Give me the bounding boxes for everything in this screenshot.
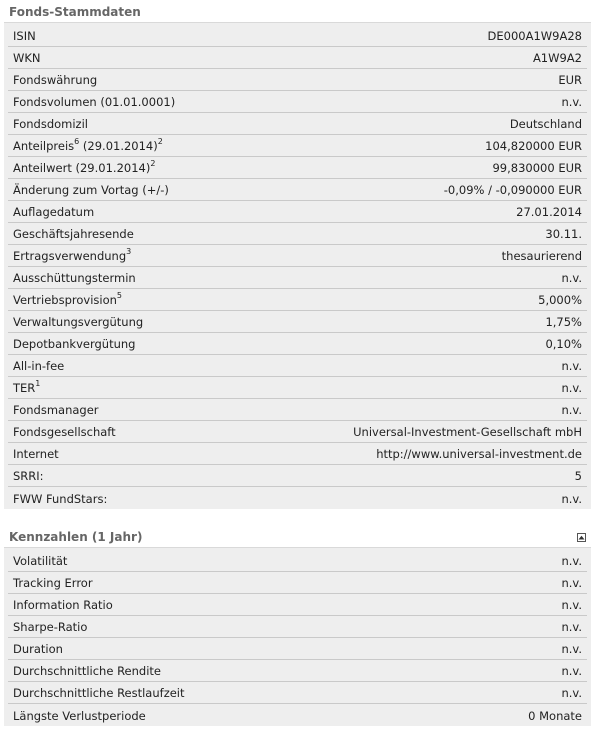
- footnote-marker: 1: [35, 379, 41, 389]
- row-value: A1W9A2: [532, 51, 582, 65]
- row-label: [13, 183, 169, 197]
- row-label-text: Fondsvolumen (01.01.0001): [13, 95, 176, 109]
- row-label-text: Änderung zum Vortag (+/-): [13, 183, 169, 197]
- row-value: 30.11.: [545, 227, 582, 241]
- kennzahlen-panel: [4, 527, 591, 727]
- row-label: [13, 403, 99, 417]
- table-row: [8, 312, 587, 333]
- row-value: n.v.: [561, 403, 582, 417]
- row-label: [13, 227, 134, 241]
- table-row: [8, 246, 587, 267]
- row-label-text: FWW FundStars:: [13, 491, 108, 506]
- row-value: Universal-Investment-Gesellschaft mbH: [353, 425, 582, 439]
- row-label: [13, 271, 136, 285]
- row-label: [13, 315, 143, 329]
- row-label: [13, 447, 59, 461]
- row-value[interactable]: http://www.universal-investment.de: [376, 447, 582, 461]
- row-label: [13, 95, 175, 109]
- table-row: [8, 48, 587, 69]
- table-row: [8, 705, 587, 726]
- table-row: [8, 683, 587, 704]
- row-label: [13, 161, 155, 175]
- table-row: [8, 378, 587, 399]
- row-value: n.v.: [561, 359, 582, 373]
- table-row: [8, 268, 587, 289]
- row-label: Durchschnittliche Restlaufzeit: [13, 686, 185, 700]
- row-label-text: WKN: [13, 51, 41, 65]
- row-label: [13, 73, 97, 87]
- table-row: [8, 92, 587, 113]
- row-label-text: Internet: [13, 447, 59, 461]
- footnote-marker: 2: [150, 159, 156, 169]
- row-label-text: All-in-fee: [13, 359, 65, 373]
- row-value: 0,10%: [545, 337, 582, 351]
- row-label: Tracking Error: [13, 576, 93, 590]
- row-value: EUR: [558, 73, 582, 87]
- row-label: Sharpe-Ratio: [13, 620, 88, 634]
- row-label-text: Geschäftsjahresende: [13, 227, 134, 241]
- row-label-text: Fondsdomizil: [13, 117, 88, 131]
- table-row: [8, 180, 587, 201]
- row-label: [13, 139, 163, 153]
- row-value: n.v.: [561, 271, 582, 285]
- footnote-marker: 5: [116, 291, 122, 301]
- row-label-text: SRRI:: [13, 469, 44, 483]
- row-label: [13, 492, 107, 506]
- row-label: [13, 249, 131, 263]
- row-label-text: Verwaltungsvergütung: [13, 315, 144, 329]
- row-label: Information Ratio: [13, 598, 113, 612]
- row-label-text: Depotbankvergütung: [13, 337, 136, 351]
- footnote-marker: 3: [126, 247, 132, 257]
- row-label: [13, 51, 41, 65]
- row-label-text: Fondsmanager: [13, 403, 99, 417]
- row-label-text: Auflagedatum: [13, 205, 95, 219]
- row-label: Duration: [13, 642, 63, 656]
- table-row: [8, 422, 587, 443]
- row-label-text: Ausschüttungstermin: [13, 271, 136, 285]
- row-value: n.v.: [561, 95, 582, 109]
- row-value: 5: [574, 469, 582, 483]
- table-row: [8, 661, 587, 682]
- row-value: n.v.: [561, 642, 582, 656]
- table-row: [8, 334, 587, 355]
- table-row: [8, 114, 587, 135]
- table-row: [8, 573, 587, 594]
- row-label: [13, 469, 44, 483]
- row-label-text: Fondswährung: [13, 73, 98, 87]
- table-row: [8, 488, 587, 509]
- table-row: [8, 26, 587, 47]
- footnote-marker: 2: [157, 137, 163, 147]
- table-row: [8, 639, 587, 660]
- row-value: thesaurierend: [501, 249, 582, 263]
- row-label: [13, 381, 40, 395]
- row-label-text: Vertriebsprovision: [13, 293, 117, 307]
- stammdaten-title: Fonds-Stammdaten: [9, 5, 141, 19]
- row-value: n.v.: [561, 381, 582, 395]
- row-value: 5,000%: [538, 293, 582, 307]
- table-row: [8, 70, 587, 91]
- row-label: [13, 293, 122, 307]
- row-label-text: Anteilpreis: [13, 139, 75, 153]
- row-label: Durchschnittliche Rendite: [13, 664, 161, 678]
- row-label: Volatilität: [13, 554, 68, 568]
- row-label: [13, 359, 64, 373]
- row-label: [13, 337, 135, 351]
- row-value: 1,75%: [545, 315, 582, 329]
- table-row: [8, 551, 587, 572]
- kennzahlen-title: Kennzahlen (1 Jahr): [9, 530, 143, 544]
- row-value: n.v.: [561, 554, 582, 568]
- stammdaten-table: [4, 23, 591, 509]
- row-label: [13, 205, 94, 219]
- row-value: 0 Monate: [528, 708, 582, 723]
- row-label-text: ISIN: [13, 29, 36, 43]
- row-value: n.v.: [561, 598, 582, 612]
- table-row: [8, 444, 587, 465]
- stammdaten-panel: [4, 2, 591, 510]
- row-label-suffix: (29.01.2014): [79, 139, 158, 153]
- row-label-text: Anteilwert (29.01.2014): [13, 161, 151, 175]
- row-value: n.v.: [561, 686, 582, 700]
- table-row: [8, 617, 587, 638]
- table-row: [8, 400, 587, 421]
- table-row: [8, 158, 587, 179]
- row-label: Längste Verlustperiode: [13, 708, 146, 723]
- row-label-text: Ertragsverwendung: [13, 249, 127, 263]
- row-value: Deutschland: [509, 117, 582, 131]
- row-value: 99,830000 EUR: [492, 161, 582, 175]
- row-value: 104,820000 EUR: [485, 139, 582, 153]
- row-value: DE000A1W9A28: [487, 29, 582, 43]
- kennzahlen-header: [4, 527, 591, 548]
- table-row: [8, 595, 587, 616]
- row-label-text: Fondsgesellschaft: [13, 425, 116, 439]
- footnote-marker: 6: [74, 137, 80, 147]
- table-row: [8, 202, 587, 223]
- table-row: [8, 356, 587, 377]
- table-row: [8, 136, 587, 157]
- row-label-text: TER: [13, 381, 36, 395]
- row-label: [13, 117, 88, 131]
- table-row: [8, 290, 587, 311]
- row-value: n.v.: [561, 576, 582, 590]
- row-value: n.v.: [561, 664, 582, 678]
- row-value: n.v.: [561, 491, 582, 506]
- row-value: n.v.: [561, 620, 582, 634]
- table-row: [8, 466, 587, 487]
- row-value: 27.01.2014: [516, 205, 582, 219]
- table-row: [8, 224, 587, 245]
- row-value: -0,09% / -0,090000 EUR: [443, 183, 582, 197]
- row-label: [13, 425, 116, 439]
- row-label: [13, 29, 36, 43]
- kennzahlen-table: [4, 548, 591, 726]
- collapse-up-icon[interactable]: [577, 533, 586, 542]
- stammdaten-header: [4, 2, 591, 23]
